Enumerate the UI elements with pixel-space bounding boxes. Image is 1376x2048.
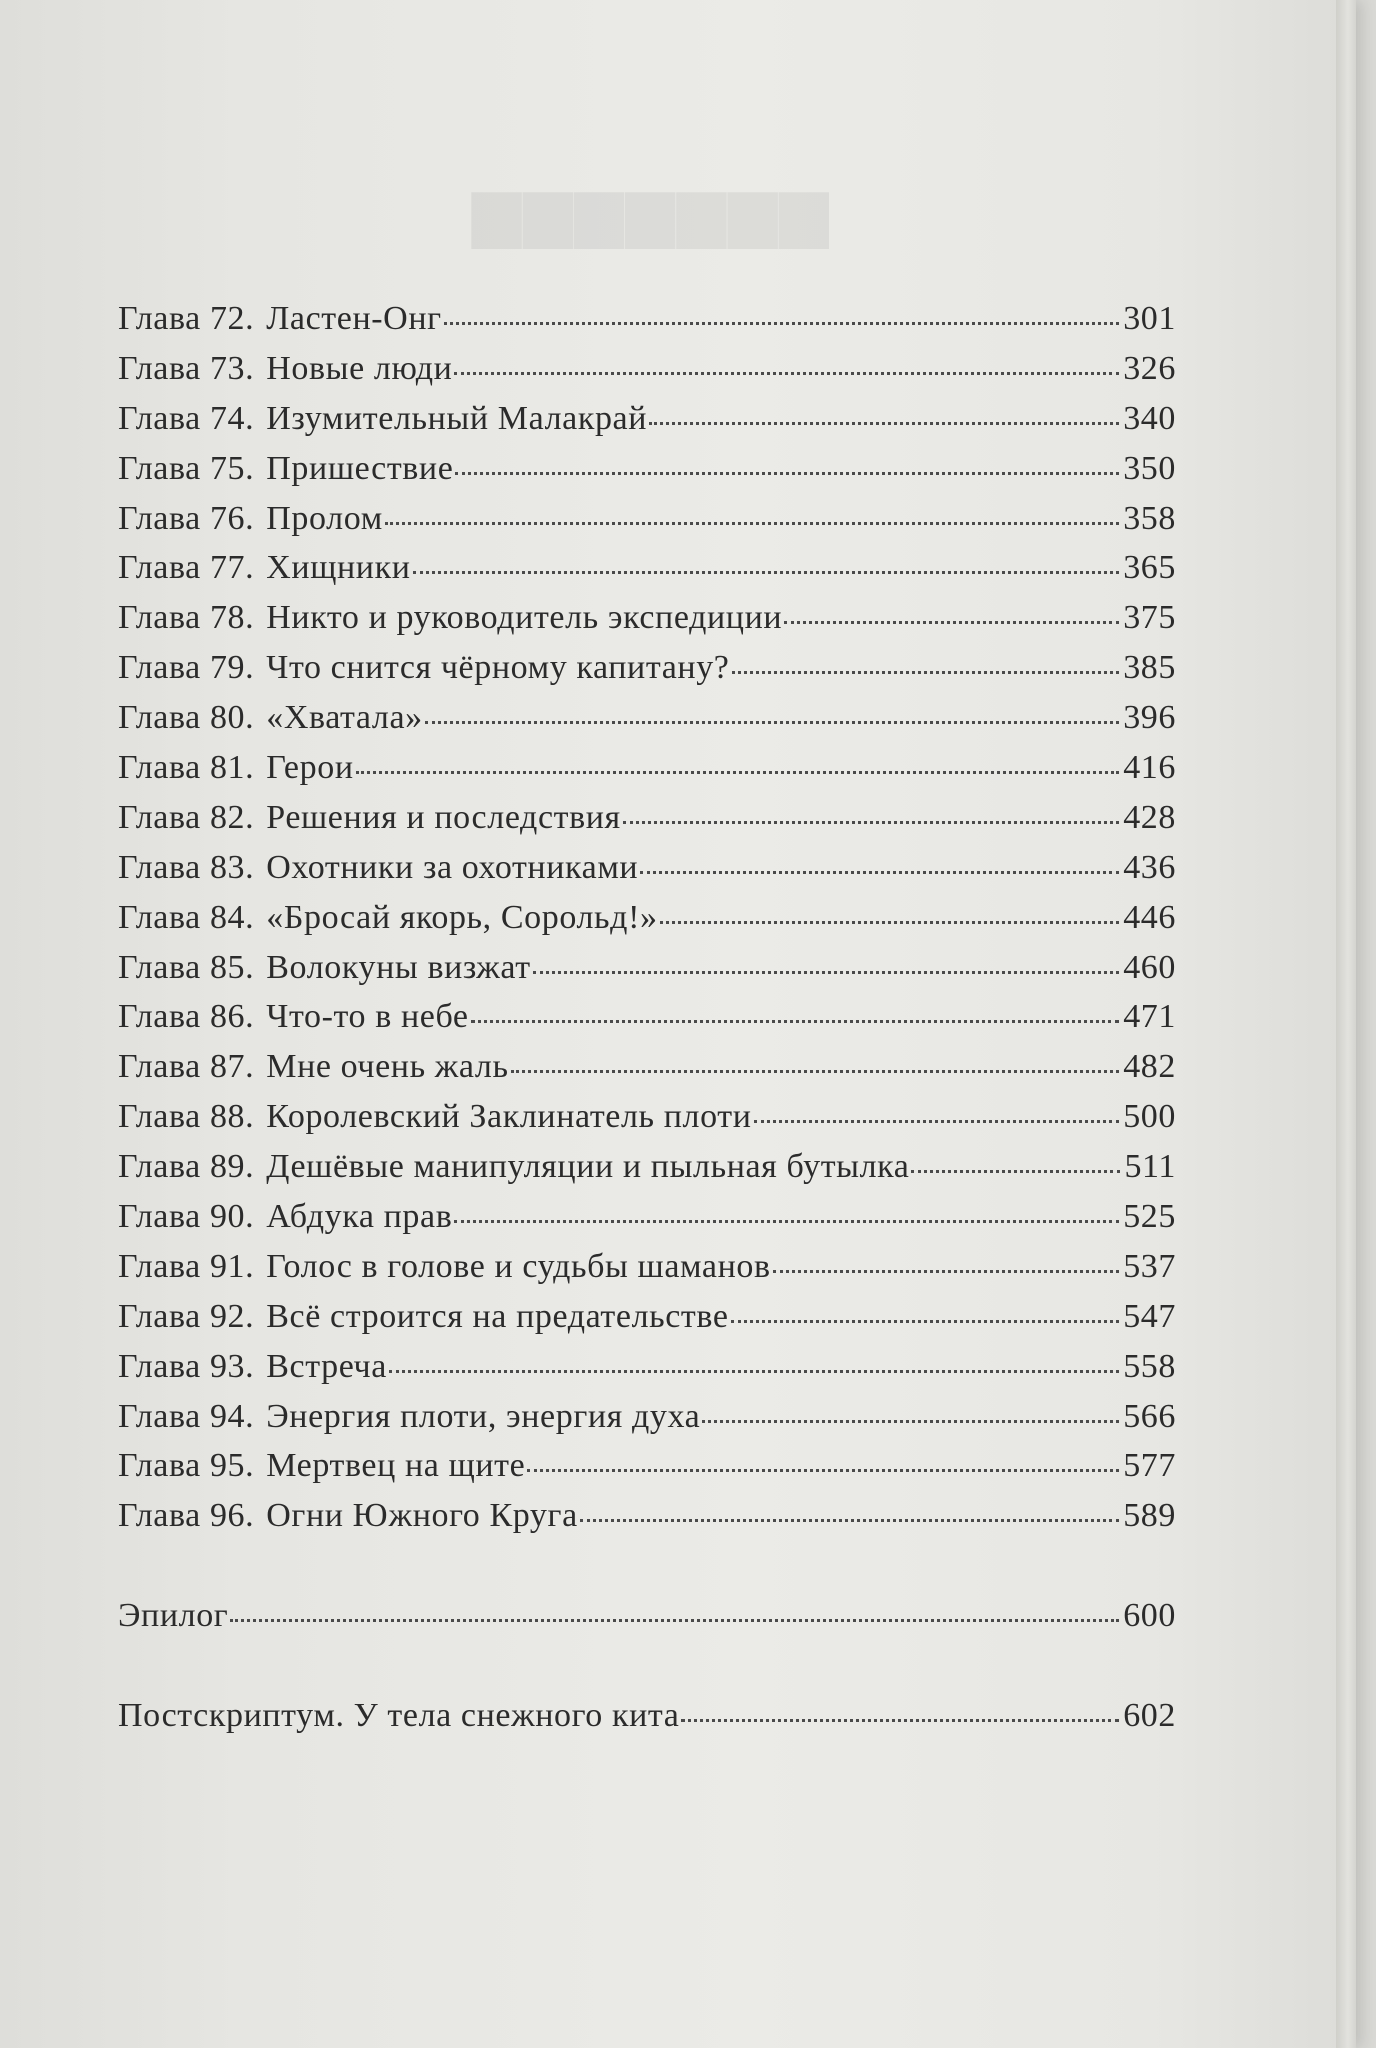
toc-entry-page: 589: [1123, 1497, 1176, 1535]
toc-entry-title: [118, 899, 658, 937]
toc-entry-title: [118, 1198, 452, 1236]
dot-leader: [389, 1370, 1119, 1373]
toc-entry-title: [118, 1697, 679, 1735]
toc-entry: [118, 1248, 1176, 1298]
toc-entry-name: Решения и последствия: [266, 798, 621, 836]
toc-entry-title: [118, 450, 453, 488]
toc-entry-chapter: Глава 77.: [118, 549, 255, 587]
toc-entry-chapter: Глава 84.: [118, 898, 255, 936]
toc-entry-page: 375: [1123, 599, 1176, 637]
toc-entry-page: 326: [1123, 349, 1176, 387]
toc-entry-chapter: Глава 95.: [118, 1447, 255, 1485]
toc-entry: [118, 1447, 1176, 1497]
dot-leader: [455, 472, 1119, 475]
toc-entry: [118, 1497, 1176, 1547]
toc-entry-page: 460: [1123, 948, 1176, 986]
toc-entry: [118, 549, 1176, 599]
toc-entry-page: 577: [1123, 1447, 1176, 1485]
toc-entry: [118, 699, 1176, 749]
toc-entry-chapter: Глава 72.: [118, 300, 255, 337]
toc-entry-chapter: Глава 90.: [118, 1198, 255, 1236]
dot-leader: [911, 1170, 1120, 1173]
toc-entry-name: Хищники: [266, 549, 411, 587]
toc-entry-chapter: Глава 81.: [118, 749, 255, 787]
toc-entry: [118, 799, 1176, 849]
dot-leader: [732, 671, 1120, 674]
toc-entry-name: Дешёвые манипуляции и пыльная бутылка: [266, 1148, 910, 1186]
toc-entry-title: [118, 1348, 387, 1386]
bleed-through-heading: ▆▆▆▆▆▆▆: [470, 175, 829, 249]
dot-leader: [454, 1220, 1119, 1223]
table-of-contents: [118, 300, 1176, 1747]
toc-entry-chapter: Глава 82.: [118, 798, 255, 836]
toc-entry-name: Всё строится на предательстве: [266, 1297, 729, 1335]
toc-entry-page: 436: [1123, 848, 1176, 886]
toc-entry-title: [118, 649, 730, 687]
toc-entry-page: 500: [1123, 1098, 1176, 1136]
toc-entry-page: 396: [1123, 699, 1176, 737]
dot-leader: [385, 522, 1119, 525]
toc-entry-chapter: Глава 91.: [118, 1247, 255, 1285]
toc-entry-name: Мне очень жаль: [266, 1048, 509, 1086]
dot-leader: [471, 1020, 1120, 1023]
toc-entry-name: Изумительный Малакрай: [266, 399, 648, 437]
dot-leader: [444, 322, 1120, 325]
toc-entry-name: Что снится чёрному капитану?: [266, 649, 730, 687]
toc-entry-name: Огни Южного Круга: [266, 1497, 578, 1535]
toc-entry-page: 416: [1123, 749, 1176, 787]
page-edge: [1336, 0, 1356, 2048]
toc-entry-page: 385: [1123, 649, 1176, 687]
toc-entry-name: Никто и руководитель экспедиции: [266, 599, 783, 637]
toc-entry-chapter: Глава 73.: [118, 349, 255, 387]
toc-entry-page: 511: [1124, 1148, 1176, 1186]
toc-entry-chapter: Глава 86.: [118, 998, 255, 1036]
toc-entry-name: Встреча: [266, 1347, 387, 1385]
toc-entry: [118, 1098, 1176, 1148]
toc-entry-name: Охотники за охотниками: [266, 848, 639, 886]
toc-entry-title: [118, 599, 782, 637]
toc-entry-chapter: Глава 79.: [118, 649, 255, 687]
dot-leader: [784, 621, 1119, 624]
toc-entry-title: [118, 1098, 752, 1136]
toc-entry-title: [118, 1298, 729, 1336]
dot-leader: [454, 372, 1119, 375]
toc-entry: [118, 1198, 1176, 1248]
toc-entry: [118, 450, 1176, 500]
toc-entry: [118, 1148, 1176, 1198]
toc-entry: [118, 849, 1176, 899]
toc-entry-name: Мертвец на щите: [266, 1447, 526, 1485]
toc-entry-title: [118, 849, 638, 887]
toc-entry-chapter: Глава 80.: [118, 699, 255, 737]
toc-entry-chapter: Глава 78.: [118, 599, 255, 637]
toc-entry-title: [118, 350, 452, 388]
toc-entry-chapter: Глава 88.: [118, 1098, 255, 1136]
toc-entry: [118, 649, 1176, 699]
toc-entry-title: [118, 1597, 228, 1635]
toc-entry: [118, 998, 1176, 1048]
toc-entry-page: 471: [1123, 998, 1176, 1036]
toc-entry-title: [118, 300, 442, 338]
toc-entry-name: Новые люди: [266, 349, 453, 387]
toc-entry-page: 365: [1123, 549, 1176, 587]
toc-entry-chapter: Глава 83.: [118, 848, 255, 886]
toc-entry-epilogue: [118, 1597, 1176, 1647]
toc-entry-page: 358: [1123, 499, 1176, 537]
toc-entry-name: Энергия плоти, энергия духа: [266, 1397, 701, 1435]
toc-entry-title: [118, 998, 469, 1036]
toc-entry-name: «Бросай якорь, Сорольд!»: [266, 898, 658, 936]
toc-entry-chapter: Глава 94.: [118, 1397, 255, 1435]
dot-leader: [230, 1619, 1119, 1622]
toc-entry: [118, 1048, 1176, 1098]
toc-entry-name: Волокуны визжат: [266, 948, 531, 986]
toc-entry: [118, 300, 1176, 350]
toc-entry: [118, 949, 1176, 999]
dot-leader: [527, 1469, 1119, 1472]
toc-entry-title: [118, 1447, 525, 1485]
toc-entry-name: Пришествие: [266, 449, 454, 487]
toc-entry-page: 602: [1123, 1697, 1176, 1735]
toc-entry-name: Абдука прав: [266, 1198, 453, 1236]
toc-entry: [118, 599, 1176, 649]
toc-entry-name: Голос в голове и судьбы шаманов: [266, 1247, 771, 1285]
toc-entry-title: [118, 1497, 578, 1535]
toc-entry-postscript: [118, 1697, 1176, 1747]
toc-entry-title: [118, 400, 647, 438]
toc-entry-name: Эпилог: [118, 1597, 229, 1635]
toc-entry-name: Герои: [266, 749, 354, 787]
toc-entry-name: Королевский Заклинатель плоти: [266, 1098, 752, 1136]
toc-entry: [118, 1348, 1176, 1398]
dot-leader: [640, 871, 1119, 874]
toc-entry-page: 600: [1123, 1597, 1176, 1635]
toc-entry-chapter: Глава 89.: [118, 1148, 255, 1186]
toc-entry: [118, 350, 1176, 400]
dot-leader: [702, 1420, 1119, 1423]
toc-entry-title: [118, 500, 383, 538]
toc-entry-title: [118, 699, 423, 737]
toc-entry-title: [118, 799, 621, 837]
dot-leader: [649, 422, 1119, 425]
toc-entry-title: [118, 1148, 909, 1186]
toc-entry-title: [118, 549, 411, 587]
dot-leader: [356, 771, 1120, 774]
toc-entry-page: 350: [1123, 449, 1176, 487]
toc-entry-page: 566: [1123, 1397, 1176, 1435]
toc-entry: [118, 400, 1176, 450]
toc-entry: [118, 1398, 1176, 1448]
toc-entry-page: 446: [1123, 898, 1176, 936]
toc-entry-chapter: Глава 92.: [118, 1297, 255, 1335]
toc-entry-title: [118, 949, 531, 987]
toc-entry-title: [118, 1248, 771, 1286]
toc-entry-chapter: Глава 87.: [118, 1048, 255, 1086]
dot-leader: [413, 571, 1120, 574]
toc-entry-page: 340: [1123, 399, 1176, 437]
toc-entry-chapter: Глава 76.: [118, 499, 255, 537]
toc-entry: [118, 1298, 1176, 1348]
toc-entry-name: Постскриптум. У тела снежного кита: [118, 1697, 680, 1735]
toc-entry-page: 547: [1123, 1297, 1176, 1335]
dot-leader: [623, 821, 1119, 824]
toc-entry-title: [118, 749, 354, 787]
toc-entry-name: Ластен-Онг: [266, 300, 442, 337]
dot-leader: [533, 971, 1120, 974]
toc-entry-chapter: Глава 85.: [118, 948, 255, 986]
toc-entry-chapter: Глава 74.: [118, 399, 255, 437]
toc-entry-chapter: Глава 93.: [118, 1347, 255, 1385]
toc-entry-title: [118, 1048, 509, 1086]
dot-leader: [425, 721, 1119, 724]
toc-entry: [118, 899, 1176, 949]
toc-entry-chapter: Глава 96.: [118, 1497, 255, 1535]
toc-entry: [118, 500, 1176, 550]
toc-entry-page: 301: [1123, 300, 1176, 337]
dot-leader: [754, 1120, 1120, 1123]
toc-entry-page: 537: [1123, 1247, 1176, 1285]
dot-leader: [773, 1270, 1120, 1273]
toc-entry-page: 558: [1123, 1347, 1176, 1385]
toc-entry-page: 428: [1123, 798, 1176, 836]
toc-entry-name: «Хватала»: [266, 699, 423, 737]
dot-leader: [660, 921, 1120, 924]
toc-entry-name: Пролом: [266, 499, 383, 537]
toc-entry: [118, 749, 1176, 799]
dot-leader: [511, 1070, 1120, 1073]
dot-leader: [580, 1519, 1119, 1522]
toc-entry-page: 525: [1123, 1198, 1176, 1236]
dot-leader: [731, 1320, 1120, 1323]
dot-leader: [681, 1719, 1119, 1722]
toc-entry-name: Что-то в небе: [266, 998, 469, 1036]
toc-entry-chapter: Глава 75.: [118, 449, 255, 487]
toc-entry-page: 482: [1123, 1048, 1176, 1086]
toc-entry-title: [118, 1398, 700, 1436]
